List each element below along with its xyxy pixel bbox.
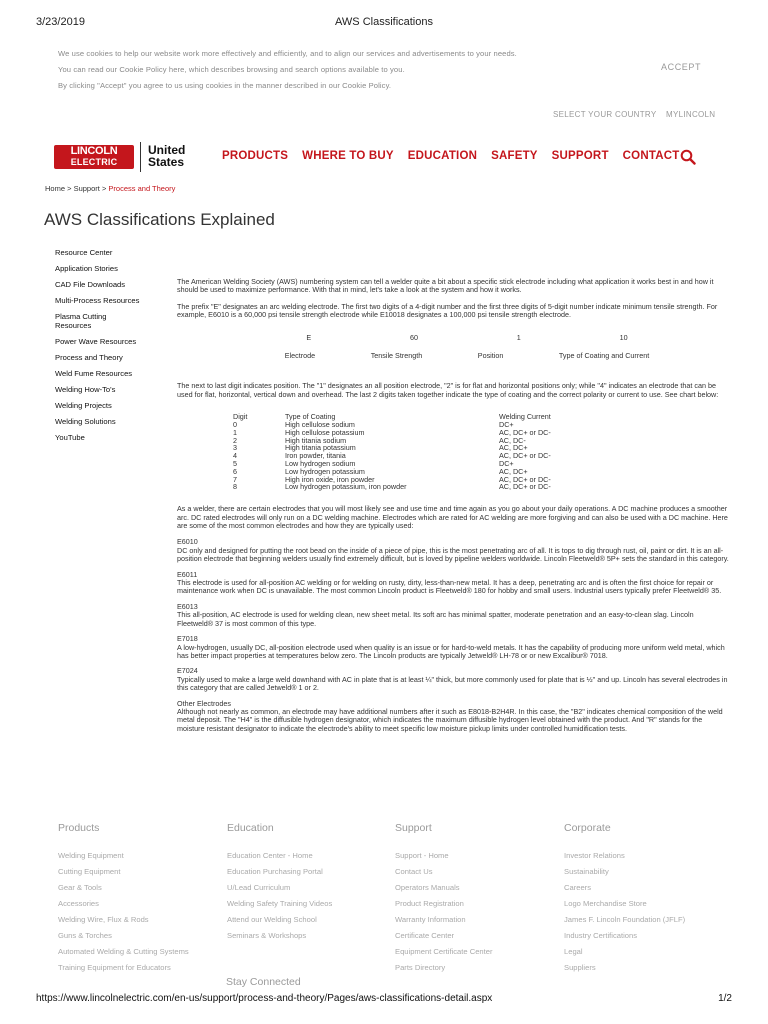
footer-link[interactable]: Welding Wire, Flux & Rods	[58, 915, 149, 924]
nav-safety[interactable]: SAFETY	[491, 150, 538, 162]
example-value: 60	[409, 332, 418, 342]
search-icon[interactable]	[680, 149, 696, 165]
example-label: Position	[477, 351, 504, 361]
print-url: https://www.lincolnelectric.com/en-us/support/process-and-theory/Pages/aws-classifications-detail.aspx	[36, 993, 493, 1004]
footer-link[interactable]: Parts Directory	[395, 963, 446, 972]
footer-link[interactable]: James F. Lincoln Foundation (JFLF)	[564, 915, 686, 924]
footer-link[interactable]: Industry Certifications	[564, 931, 638, 940]
article-body	[177, 278, 729, 740]
sidebar-item-welding-how-tos[interactable]: Welding How-To's	[55, 385, 116, 394]
sidebar-item-application-stories[interactable]: Application Stories	[55, 264, 118, 273]
sidebar	[55, 248, 165, 449]
table-row: 3 High titania potassium AC, DC+	[233, 443, 528, 453]
footer-link[interactable]: Welding Equipment	[58, 851, 124, 860]
footer-column-education	[227, 822, 387, 948]
print-title: AWS Classifications	[334, 16, 433, 28]
sidebar-item-multi-process[interactable]: Multi-Process Resources	[55, 296, 140, 305]
footer-link[interactable]: Attend our Welding School	[227, 915, 317, 924]
footer-link[interactable]: Logo Merchandise Store	[564, 899, 647, 908]
example-value: E	[306, 332, 312, 342]
breadcrumb: Home > Support > Process and Theory	[45, 184, 176, 193]
accept-cookies-button[interactable]: ACCEPT	[661, 62, 702, 72]
electrode-description: DC only and designed for putting the root bead on the inside of a piece of pipe, this is the most penetrating arc of all. It is tops to dig through rust, oil, paint or dirt. It is an all-position electrode that beginning welders usually find extremely difficult, but is loved by pipeline welders worldwide. Lincoln Fleetweld® 5P+ sets the standard in this category.	[177, 545, 729, 564]
nav-education[interactable]: EDUCATION	[407, 150, 478, 162]
print-date: 3/23/2019	[36, 16, 85, 28]
site-footer	[0, 822, 768, 992]
column-header: Digit	[233, 412, 248, 422]
sidebar-item-resource-center[interactable]: Resource Center	[55, 248, 113, 257]
lincoln-electric-logo[interactable]	[54, 142, 194, 172]
footer-link[interactable]: Careers	[564, 883, 592, 892]
footer-link[interactable]: Equipment Certificate Center	[395, 947, 493, 956]
electrode-description: This all-position, AC electrode is used for welding clean, new sheet metal. Its soft arc has minimal spatter, moderate penetration and an easy-to-clean slag. Lincoln Fleetweld® 37 is most common of this type.	[177, 610, 694, 628]
electrode-entry	[177, 603, 729, 628]
sidebar-item-plasma-cutting[interactable]: Plasma Cutting Resources	[55, 312, 107, 330]
electrode-name: E6010	[177, 537, 198, 547]
electrode-description: This electrode is used for all-position AC welding or for welding on rusty, dirty, less-than-new metal. It has a deep, penetrating arc and is often the first choice for repair or maintenance work when DC is unavailable. The most common Lincoln product is Fleetweld® 180 for hobby and small users. Industrial users typically prefer Fleetweld® 35.	[177, 578, 722, 596]
example-label: Electrode	[284, 351, 316, 361]
footer-link[interactable]: Welding Safety Training Videos	[227, 899, 333, 908]
main-nav	[222, 150, 679, 162]
electrode-entry	[177, 667, 729, 692]
electrode-entry	[177, 538, 729, 563]
example-label: Type of Coating and Current	[558, 351, 650, 361]
electrode-list	[177, 538, 729, 733]
sidebar-item-youtube[interactable]: YouTube	[55, 433, 85, 442]
footer-link[interactable]: Suppliers	[564, 963, 596, 972]
footer-link[interactable]: Contact Us	[395, 867, 433, 876]
table-row: 5 Low hydrogen sodium DC+	[233, 459, 514, 469]
column-header: Welding Current	[499, 412, 551, 422]
electrode-name: E6011	[177, 569, 198, 579]
sidebar-item-power-wave[interactable]: Power Wave Resources	[55, 337, 137, 346]
example-value: 10	[619, 332, 628, 342]
footer-link[interactable]: Operators Manuals	[395, 883, 460, 892]
column-header: Type of Coating	[285, 412, 336, 422]
page-title: AWS Classifications Explained	[44, 210, 275, 229]
footer-link[interactable]: U/Lead Curriculum	[227, 883, 291, 892]
electrode-name: E7018	[177, 634, 198, 644]
footer-heading: Products	[58, 822, 100, 834]
sidebar-item-cad-file-downloads[interactable]: CAD File Downloads	[55, 280, 126, 289]
electrode-entry	[177, 571, 729, 596]
electrode-name: E7024	[177, 666, 198, 676]
footer-link[interactable]: Seminars & Workshops	[227, 931, 307, 940]
footer-link[interactable]: Warranty Information	[395, 915, 466, 924]
footer-link[interactable]: Investor Relations	[564, 851, 625, 860]
table-row: 0 High cellulose sodium DC+	[233, 420, 514, 430]
footer-link[interactable]: Support - Home	[395, 851, 449, 860]
common-electrodes-paragraph: As a welder, there are certain electrodes that you will most likely see and use time and time again as you go about your daily operations. A DC machine produces a smoother arc. DC rated electrodes will only run on a DC welding machine. Electrodes which are rated for AC welding are more forgiving and can also be used with a DC machine. Here are some of the most common electrodes and how they are typically used:	[177, 504, 728, 531]
footer-link[interactable]: Guns & Torches	[58, 931, 112, 940]
footer-column-support	[395, 822, 555, 980]
cookie-text-2[interactable]: You can read our Cookie Policy here, which describes browsing and search options available to you.	[58, 65, 405, 74]
footer-link[interactable]: Certificate Center	[395, 931, 455, 940]
electrode-name: E6013	[177, 601, 198, 611]
breadcrumb-support[interactable]: Support	[73, 184, 100, 193]
electrode-entry	[177, 635, 729, 660]
nav-support[interactable]: SUPPORT	[551, 150, 609, 162]
position-paragraph: The next to last digit indicates position. The "1" designates an all position electrode, "2" is for flat and horizontal positions only; while "4" indicates an electrode that can be used for flat, horizontal, vertical down and overhead. The last 2 digits taken together indicate the type of coating and the correct polarity or current to use. See chart below:	[177, 381, 719, 399]
example-label: Tensile Strength	[370, 351, 423, 361]
footer-link[interactable]: Education Center - Home	[227, 851, 313, 860]
example-labels-row	[257, 352, 677, 360]
logo-country: United States	[148, 143, 186, 169]
digit-table	[233, 413, 729, 491]
cookie-text-3: By clicking "Accept" you agree to us using cookies in the manner described in our Cookie Policy.	[58, 81, 392, 90]
example-values-row	[257, 334, 677, 342]
footer-heading: Corporate	[564, 822, 611, 834]
logo-divider	[140, 142, 141, 172]
nav-where-to-buy[interactable]: WHERE TO BUY	[302, 150, 394, 162]
breadcrumb-current[interactable]: Process and Theory	[108, 184, 176, 193]
breadcrumb-home[interactable]: Home	[45, 184, 66, 193]
electrode-name: Other Electrodes	[177, 698, 231, 708]
footer-link[interactable]: Accessories	[58, 899, 99, 908]
mylincoln-link[interactable]: MYLINCOLN	[666, 110, 716, 119]
intro-paragraph: The American Welding Society (AWS) numbering system can tell a welder quite a bit about a specific stick electrode including what application it works best in and how it should be used to maximize performance. With that in mind, let's take a look at the system and how it works.	[177, 277, 714, 295]
cookie-banner	[58, 46, 648, 94]
footer-heading: Support	[395, 822, 432, 834]
footer-link[interactable]: Automated Welding & Cutting Systems	[58, 947, 189, 956]
footer-link[interactable]: Product Registration	[395, 899, 464, 908]
footer-link[interactable]: Legal	[564, 947, 583, 956]
footer-link[interactable]: Cutting Equipment	[58, 867, 121, 876]
stay-connected-heading: Stay Connected	[226, 976, 301, 988]
footer-link[interactable]: Sustainability	[564, 867, 609, 876]
logo-badge: LINCOLN ELECTRIC	[54, 145, 134, 169]
footer-column-corporate	[564, 822, 724, 980]
footer-link[interactable]: Training Equipment for Educators	[58, 963, 171, 972]
select-country-link[interactable]: SELECT YOUR COUNTRY	[553, 110, 657, 119]
sidebar-item-welding-projects[interactable]: Welding Projects	[55, 401, 112, 410]
sidebar-item-weld-fume[interactable]: Weld Fume Resources	[55, 369, 133, 378]
cookie-text-1: We use cookies to help our website work more effectively and efficiently, and to align our services and advertisements to your needs.	[58, 49, 517, 58]
table-row: 6 Low hydrogen potassium AC, DC+	[233, 466, 528, 476]
electrode-description: Typically used to make a large weld downhand with AC in plate that is at least ¼" thick, but more commonly used for plate that is ½" and up. Lincoln has several electrodes in this category that are called Jetweld® 1 or 2.	[177, 674, 728, 693]
nav-contact[interactable]: CONTACT	[622, 150, 680, 162]
table-row: 7 High iron oxide, iron powder AC, DC+ or DC-	[233, 474, 551, 484]
table-row: 1 High cellulose potassium AC, DC+ or DC-	[233, 427, 551, 437]
footer-heading: Education	[227, 822, 274, 834]
footer-link[interactable]: Gear & Tools	[58, 883, 102, 892]
electrode-description: A low-hydrogen, usually DC, all-position electrode used when quality is an issue or for hard-to-weld metals. It has the capability of producing more uniform weld metal, which has better impact properties at temperatures below zero. The Lincoln products are typically Jetweld® LH-78 or or new Excalibur® 7018.	[177, 642, 725, 660]
sidebar-item-process-and-theory[interactable]: Process and Theory	[55, 353, 123, 362]
electrode-description: Although not nearly as common, an electrode may have additional numbers after it such as E8018-B2H4R. In this case, the "B2" indicates chemical composition of the weld metal deposit. The "H4" is the diffusible hydrogen designator, which indicates the maximum diffusible hydrogen level obtained with the product. And "R" stands for the moisture resistant designator to indicate the electrode's ability to meet specific low moisture pickup limits under controlled humidification tests.	[177, 706, 723, 733]
sidebar-item-welding-solutions[interactable]: Welding Solutions	[55, 417, 116, 426]
nav-products[interactable]: PRODUCTS	[222, 150, 289, 162]
footer-link[interactable]: Education Purchasing Portal	[227, 867, 323, 876]
footer-column-products	[58, 822, 218, 980]
table-row: 4 Iron powder, titania AC, DC+ or DC-	[233, 451, 551, 461]
example-value: 1	[516, 332, 521, 342]
electrode-entry	[177, 700, 729, 734]
table-row: 8 Low hydrogen potassium, iron powder AC, DC+ or DC-	[233, 482, 551, 492]
print-page-number: 1/2	[718, 993, 732, 1004]
prefix-paragraph: The prefix "E" designates an arc welding electrode. The first two digits of a 4-digit number and the first three digits of 5-digit number indicate minimum tensile strength. For example, E6010 is a 60,000 psi tensile strength electrode while E10018 designates a 100,000 psi tensile strength electrode.	[177, 301, 718, 320]
table-row: 2 High titania sodium AC, DC-	[233, 435, 526, 445]
